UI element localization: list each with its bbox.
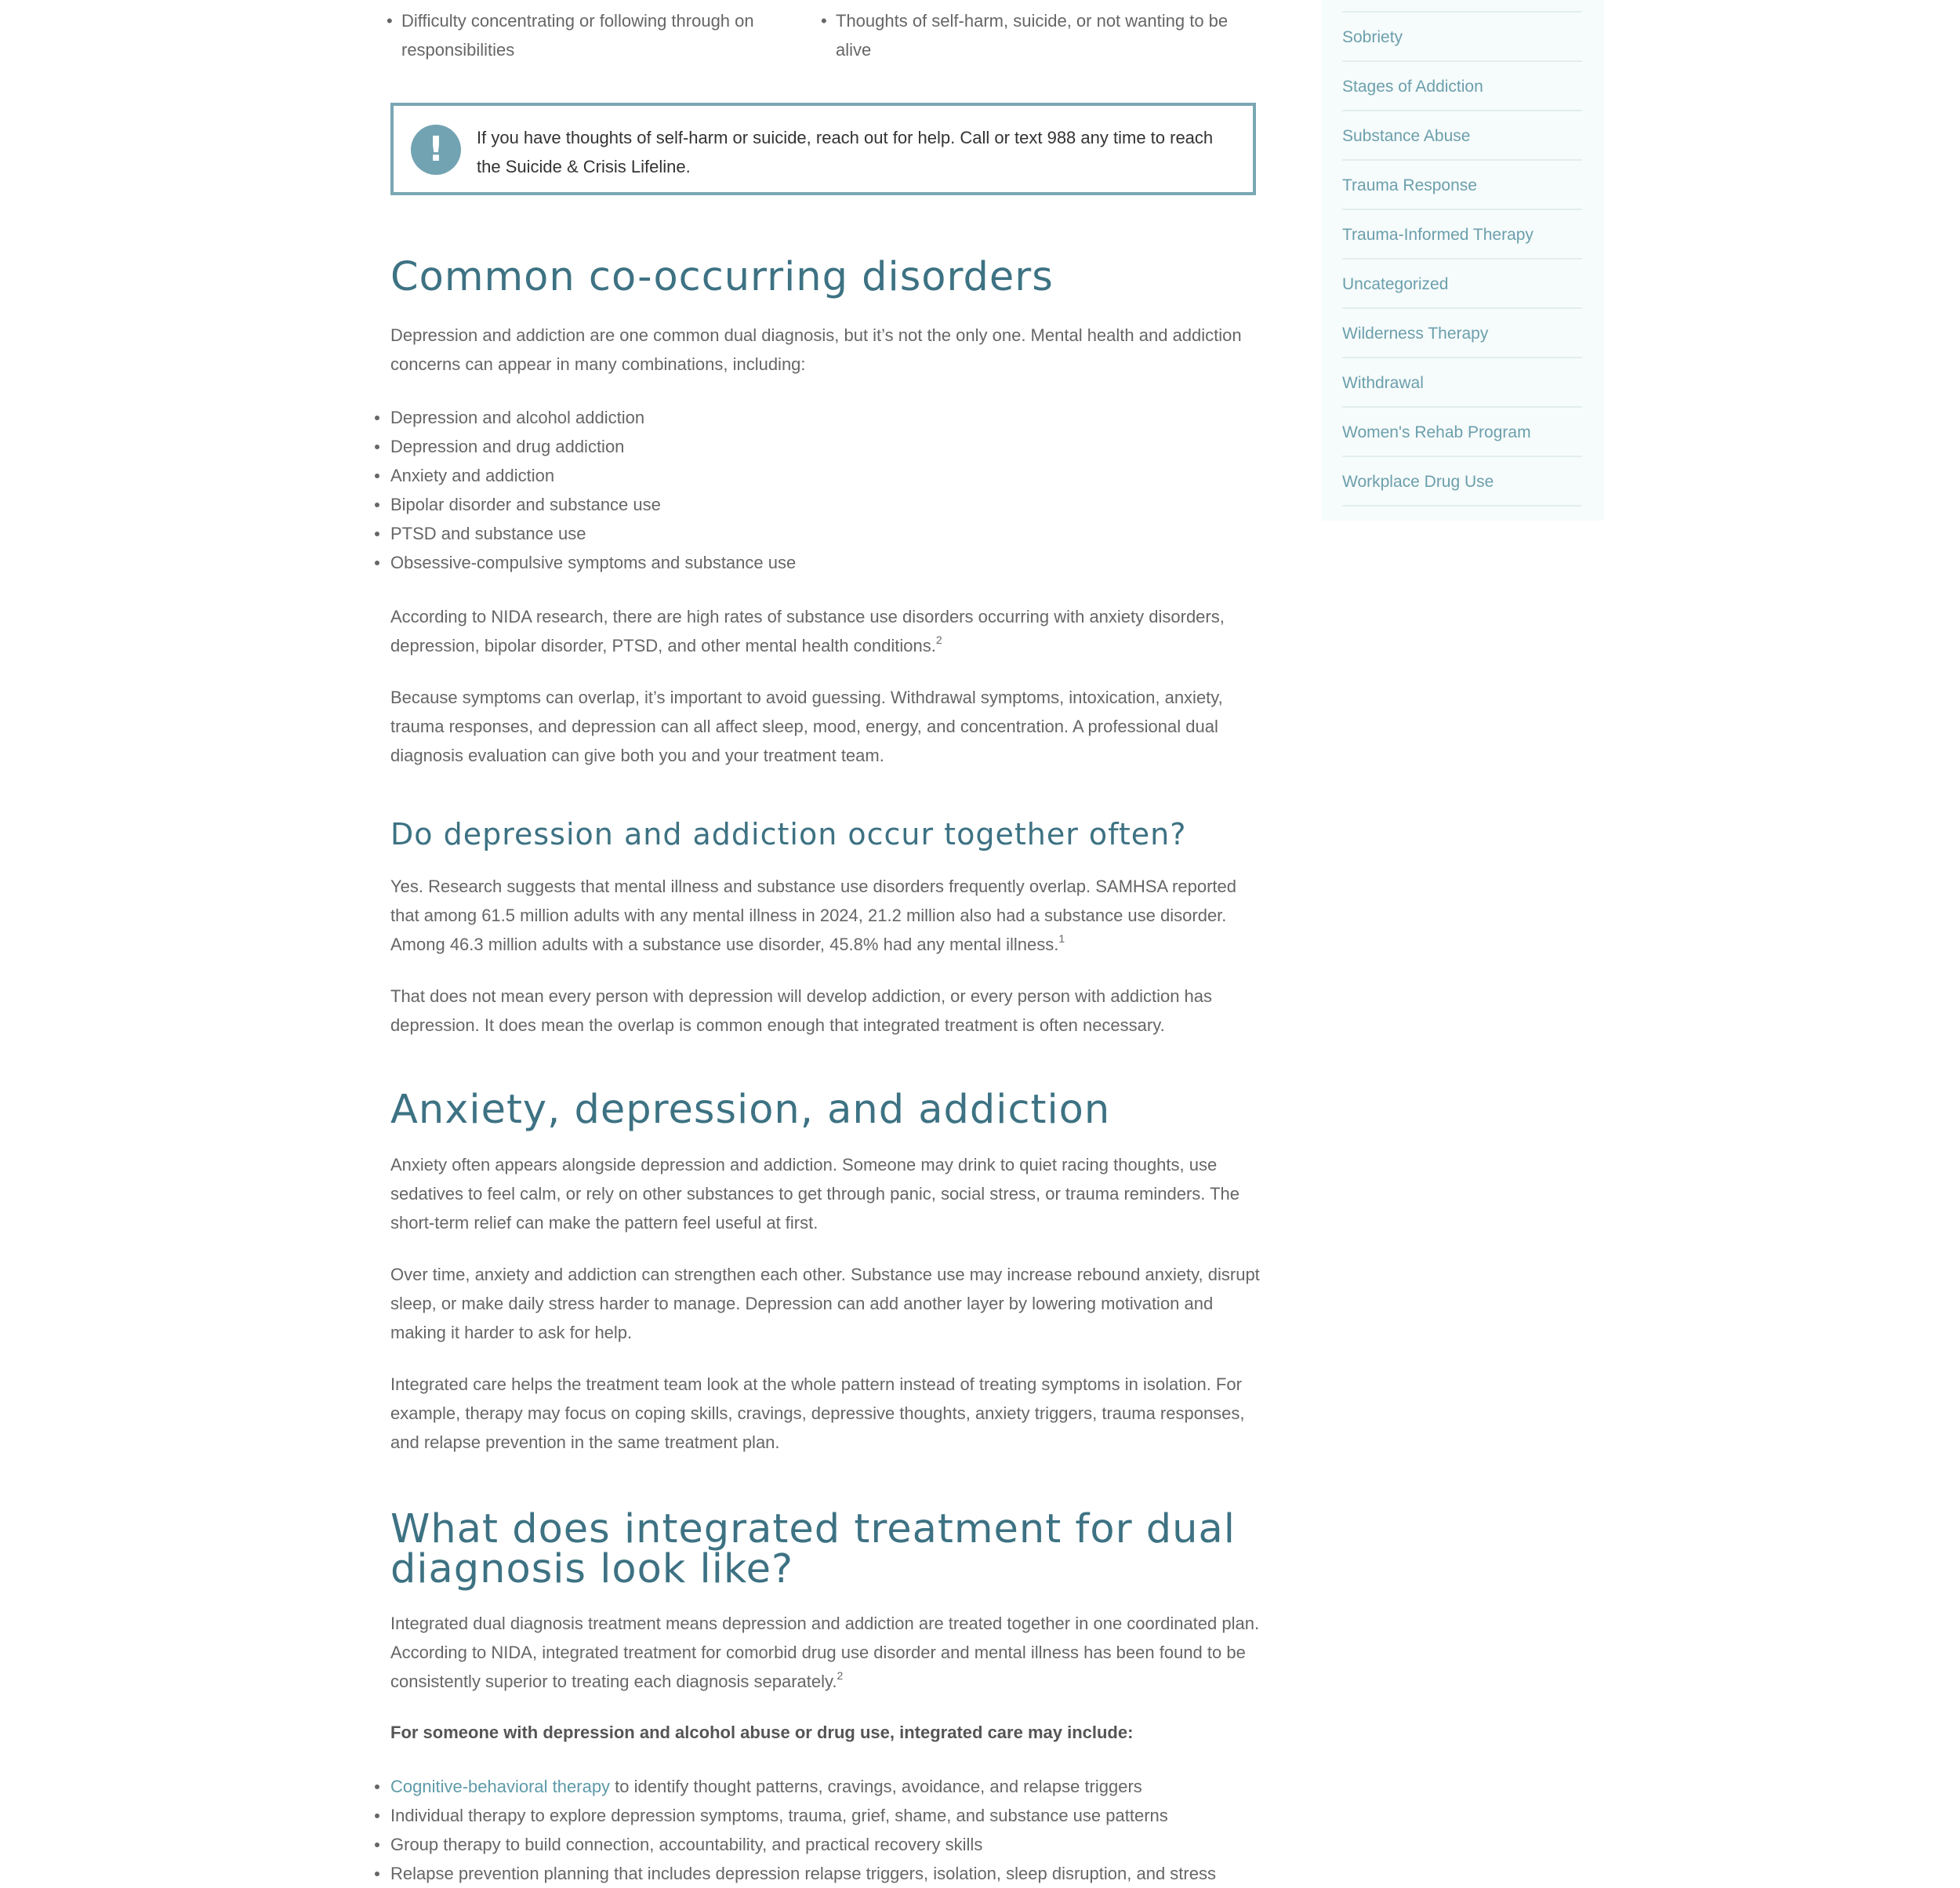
- sidebar-item-womens-rehab-program[interactable]: Women's Rehab Program: [1342, 408, 1582, 457]
- sidebar-item-stages-of-addiction[interactable]: Stages of Addiction: [1342, 62, 1582, 111]
- list-item: Individual therapy to explore depression symptoms, trauma, grief, shame, and substance use patterns: [390, 1801, 1292, 1830]
- list-item: Group therapy to build connection, accountability, and practical recovery skills: [390, 1830, 1292, 1859]
- cbt-link[interactable]: Cognitive-behavioral therapy: [390, 1777, 611, 1796]
- list-item: Obsessive-compulsive symptoms and substance use: [390, 548, 1292, 577]
- paragraph: Integrated care helps the treatment team look at the whole pattern instead of treating symptoms in isolation. For example, therapy may focus on coping skills, cravings, depressive thoughts, anxiety triggers, trauma responses, and relapse prevention in the same treatment plan.: [390, 1374, 1245, 1452]
- sidebar-item-workplace-drug-use[interactable]: Workplace Drug Use: [1342, 457, 1582, 506]
- paragraph: [390, 872, 1262, 959]
- symptom-list-item: [821, 6, 1267, 64]
- category-sidebar: [1322, 0, 1604, 521]
- list-item: Depression and alcohol addiction: [390, 403, 1292, 432]
- list-item: [390, 1772, 1292, 1801]
- section-heading-integrated-treatment: [390, 1506, 1262, 1592]
- paragraph: Anxiety often appears alongside depression and addiction. Someone may drink to quiet racing thoughts, use sedatives to feel calm, or rely on other substances to get through panic, social stress, or trauma reminders. The short-term relief can make the pattern feel useful at first.: [390, 1155, 1240, 1233]
- sidebar-item-trauma-response[interactable]: Trauma Response: [1342, 161, 1582, 210]
- citation-ref[interactable]: 2: [837, 1668, 844, 1682]
- crisis-alert-text: If you have thoughts of self-harm or suicide, reach out for help. Call or text 988 any time to reach the Suicide & Crisis Lifeline.: [477, 128, 1214, 176]
- crisis-alert-box: [390, 103, 1256, 195]
- section-heading-anxiety: Anxiety, depression, and addiction: [390, 1087, 1111, 1133]
- list-item: Depression and drug addiction: [390, 432, 1292, 461]
- paragraph: [390, 1609, 1262, 1696]
- sidebar-item-withdrawal[interactable]: Withdrawal: [1342, 358, 1582, 408]
- heading-line: diagnosis look like?: [390, 1546, 794, 1592]
- citation-ref[interactable]: 1: [1058, 931, 1065, 945]
- list-item: Relapse prevention planning that includes depression relapse triggers, isolation, sleep disruption, and stress: [390, 1859, 1292, 1888]
- paragraph: That does not mean every person with depression will develop addiction, or every person with addiction has depression. It does mean the overlap is common enough that integrated treatment is often necessary.: [390, 986, 1213, 1035]
- integrated-care-lead: For someone with depression and alcohol abuse or drug use, integrated care may include:: [390, 1723, 1134, 1742]
- list-item: Bipolar disorder and substance use: [390, 490, 1292, 519]
- disorder-list: [390, 403, 1292, 577]
- bullet-icon: •: [821, 11, 827, 31]
- heading-line: What does integrated treatment for dual: [390, 1506, 1236, 1552]
- section-heading-occur-together: Do depression and addiction occur together often?: [390, 817, 1187, 851]
- paragraph-text: Yes. Research suggests that mental illness and substance use disorders frequently overlap. SAMHSA reported that among 61.5 million adults with any mental illness in 2024, 21.2 million also had a substance use disorder. Among 46.3 million adults with a substance use disorder, 45.8% had any mental illness.: [390, 877, 1236, 954]
- symptom-text: Difficulty concentrating or following through on responsibilities: [401, 11, 754, 60]
- exclamation-icon: !: [411, 125, 461, 175]
- paragraph: [390, 602, 1262, 660]
- paragraph: Because symptoms can overlap, it’s important to avoid guessing. Withdrawal symptoms, intoxication, anxiety, trauma responses, and depression can all affect sleep, mood, energy, and concentration. A professional dual diagnosis evaluation can give both you and your treatment team.: [390, 688, 1223, 765]
- list-item-text: to identify thought patterns, cravings, avoidance, and relapse triggers: [610, 1777, 1142, 1796]
- section-intro: Depression and addiction are one common dual diagnosis, but it’s not the only one. Mental health and addiction concerns can appear in many combinations, including:: [390, 325, 1242, 374]
- list-item: PTSD and substance use: [390, 519, 1292, 548]
- sidebar-item-uncategorized[interactable]: Uncategorized: [1342, 260, 1582, 309]
- sidebar-item-wilderness-therapy[interactable]: Wilderness Therapy: [1342, 309, 1582, 358]
- sidebar-item-trauma-informed-therapy[interactable]: Trauma-Informed Therapy: [1342, 210, 1582, 260]
- paragraph-text: According to NIDA research, there are high rates of substance use disorders occurring with anxiety disorders, depression, bipolar disorder, PTSD, and other mental health conditions.: [390, 607, 1225, 655]
- sidebar-item-substance-abuse[interactable]: Substance Abuse: [1342, 111, 1582, 161]
- bullet-icon: •: [387, 11, 393, 31]
- integrated-care-list: [390, 1772, 1292, 1888]
- section-heading-co-occurring: Common co-occurring disorders: [390, 254, 1054, 300]
- sidebar-item-sobriety[interactable]: Sobriety: [1342, 13, 1582, 62]
- paragraph: Over time, anxiety and addiction can strengthen each other. Substance use may increase rebound anxiety, disrupt sleep, or make daily stress harder to manage. Depression can add another layer by lowering motivation and making it harder to ask for help.: [390, 1265, 1260, 1342]
- paragraph-text: Integrated dual diagnosis treatment means depression and addiction are treated together in one coordinated plan. According to NIDA, integrated treatment for comorbid drug use disorder and mental illness has been found to be consistently superior to treating each diagnosis separately.: [390, 1614, 1260, 1691]
- symptom-text: Thoughts of self-harm, suicide, or not wanting to be alive: [836, 11, 1229, 60]
- citation-ref[interactable]: 2: [935, 633, 942, 646]
- symptom-list-item: [387, 6, 793, 64]
- list-item: Anxiety and addiction: [390, 461, 1292, 490]
